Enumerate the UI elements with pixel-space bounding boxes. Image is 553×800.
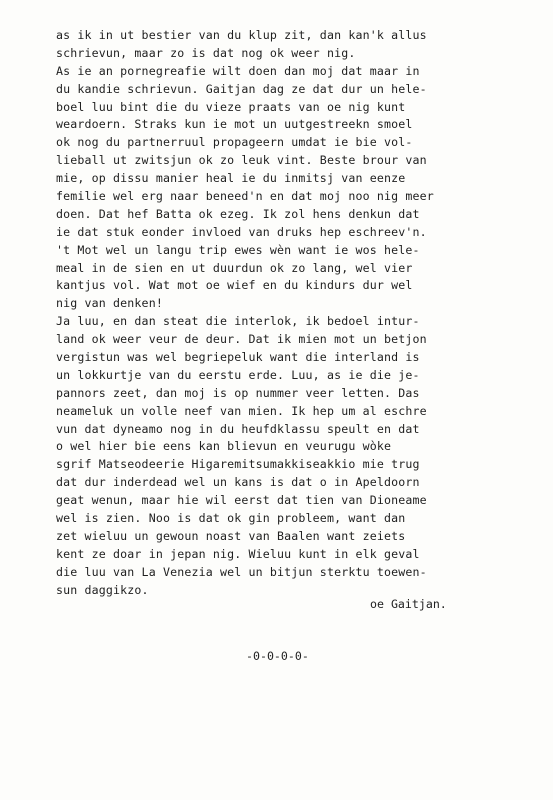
text-line: kantjus vol. Wat mot oe wief en du kindurs dur wel	[56, 278, 413, 293]
text-line: ie dat stuk eonder invloed van druks hep eschreev'n.	[56, 224, 427, 239]
text-line: femilie wel erg naar beneed'n en dat moj noo nig meer	[56, 189, 434, 204]
text-line: nig van denken!	[56, 296, 163, 311]
text-line: neameluk un volle neef van mien. Ik hep um al eschre	[56, 403, 427, 418]
end-mark: -0-0-0-0-	[246, 649, 309, 663]
text-line: un lokkurtje van du eerstu erde. Luu, as ie die je-	[56, 367, 420, 382]
text-line: as ik in ut bestier van du klup zit, dan kan'k allus	[56, 28, 427, 42]
text-line: ok nog du partnerruul propageern umdat ie bie vol-	[56, 135, 413, 150]
text-line: sgrif Matseodeerie Higaremitsumakkiseakkio mie trug	[56, 457, 420, 472]
text-line: wel is zien. Noo is dat ok gin probleem, want dan	[56, 511, 406, 526]
text-line: schrievun, maar zo is dat nog ok weer nig.	[56, 45, 356, 60]
text-line: die luu van La Venezia wel un bitjun sterktu toewen-	[56, 564, 427, 579]
text-line: mie, op dissu manier heal ie du inmitsj van eenze	[56, 171, 406, 186]
text-line: Ja luu, en dan steat die interlok, ik bedoel intur-	[56, 314, 420, 329]
text-line: vun dat dyneamo nog in du heufdklassu speult en dat	[56, 421, 420, 436]
text-line: dat dur inderdead wel un kans is dat o in Apeldoorn	[56, 475, 420, 490]
text-line: du kandie schrievun. Gaitjan dag ze dat dur un hele-	[56, 81, 427, 96]
text-line: sun daggikzo.	[56, 582, 149, 597]
text-line: 't Mot wel un langu trip ewes wèn want ie wos hele-	[56, 242, 420, 257]
text-line: kent ze doar in jepan nig. Wieluu kunt in elk geval	[56, 546, 420, 561]
letter-body	[56, 27, 544, 600]
text-line: vergistun was wel begriepeluk want die interland is	[56, 350, 420, 365]
text-line: land ok weer veur de deur. Dat ik mien mot un betjon	[56, 332, 427, 347]
text-line: meal in de sien en ut duurdun ok zo lang, wel vier	[56, 260, 413, 275]
text-line: geat wenun, maar hie wil eerst dat tien van Dioneame	[56, 493, 427, 508]
text-line: doen. Dat hef Batta ok ezeg. Ik zol hens denkun dat	[56, 206, 420, 221]
text-line: o wel hier bie eens kan blievun en veurugu wòke	[56, 439, 392, 454]
signature: oe Gaitjan.	[370, 597, 447, 611]
text-line: As ie an pornegreafie wilt doen dan moj dat maar in	[56, 63, 420, 78]
text-line: zet wieluu un gewoun noast van Baalen want zeiets	[56, 528, 406, 543]
text-line: pannors zeet, dan moj is op nummer veer letten. Das	[56, 385, 420, 400]
text-line: lieball ut zwitsjun ok zo leuk vint. Beste brour van	[56, 153, 427, 168]
text-line: weardoern. Straks kun ie mot un uutgestreekn smoel	[56, 117, 413, 132]
text-line: boel luu bint die du vieze praats van oe nig kunt	[56, 99, 406, 114]
